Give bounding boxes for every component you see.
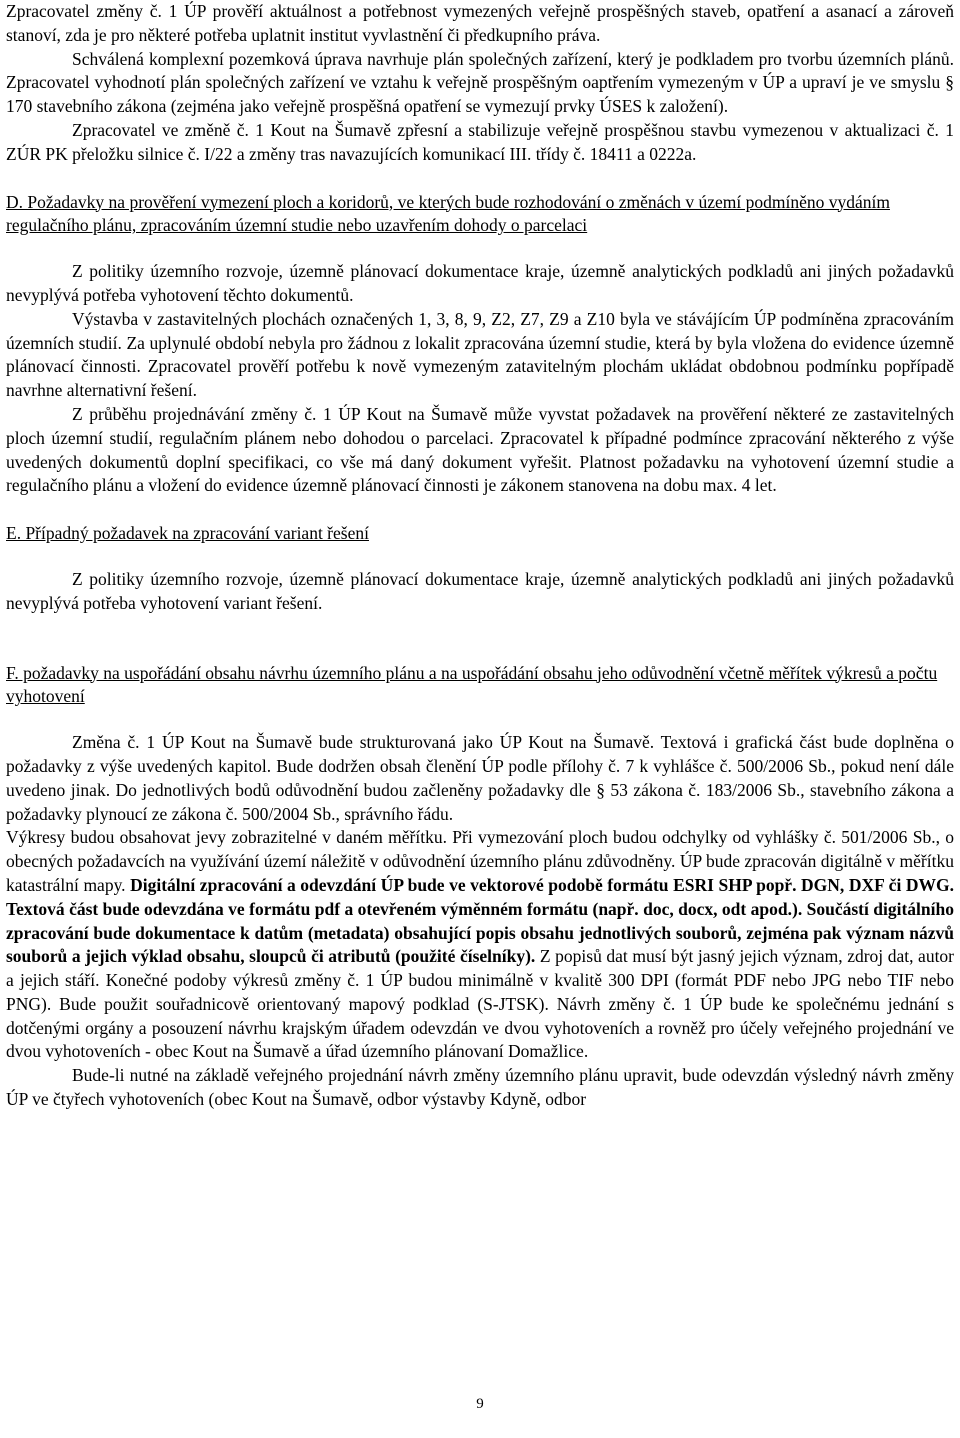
page-number: 9 bbox=[476, 1396, 484, 1412]
paragraph-f-structure: Změna č. 1 ÚP Kout na Šumavě bude strukturovaná jako ÚP Kout na Šumavě. Textová i grafická část bude doplněna o požadavky z výše uvedených kapitol. Bude dodržen obsah členění ÚP podle přílohy č. 7 k vyhlášce č. 500/2006 Sb., pokud není dále uvedeno jinak. Do jednotlivých bodů odůvodnění budou začleněny požadavky dle § 53 zákona č. 183/2006 Sb., stavebního zákona a požadavky plynoucí ze zákona č. 500/2004 Sb., správního řádu. bbox=[6, 732, 954, 824]
spacer bbox=[6, 616, 954, 662]
spacer bbox=[6, 498, 954, 522]
paragraph-f-drawings bbox=[6, 826, 954, 1064]
spacer bbox=[6, 709, 954, 731]
paragraph-e-variants: Z politiky územního rozvoje, územně plánovací dokumentace kraje, územně analytických podkladů ani jiných požadavků nevyplývá potřeba vyhotovení variant řešení. bbox=[6, 568, 954, 613]
spacer bbox=[6, 546, 954, 568]
section-f-heading: F. požadavky na uspořádání obsahu návrhu územního plánu a na uspořádání obsahu jeho odůvodnění včetně měřítek výkresů a počtu vyhotovení bbox=[6, 662, 938, 707]
section-e-heading: E. Případný požadavek na zpracování variant řešení bbox=[6, 523, 369, 544]
paragraph-d-negotiation: Z průběhu projednávání změny č. 1 ÚP Kout na Šumavě může vyvstat požadavek na prověření některé ze zastavitelných ploch územní studií, regulačním plánem nebo dohodou o parcelaci. Zpracovatel k případné podmínce zpracování některého z výše uvedených dokumentů doplní specifikaci, co vše má daný dokument vyřešit. Platnost požadavku na vyhotovení územní studie a regulačního plánu a vložení do evidence územně plánovací činnosti je zákonem stanovena na dobu max. 4 let. bbox=[6, 403, 954, 496]
spacer bbox=[6, 238, 954, 260]
document-page bbox=[6, 0, 954, 1112]
paragraph-road-relocation: Zpracovatel ve změně č. 1 Kout na Šumavě zpřesní a stabilizuje veřejně prospěšnou stavbu vymezenou v aktualizaci č. 1 ZÚR PK přeložku silnice č. I/22 a změny tras navazujících komunikací III. třídy č. 18411 a 0222a. bbox=[6, 119, 954, 164]
paragraph-f-drawings-bold: Digitální zpracování a odevzdání ÚP bude ve vektorové podobě formátu ESRI SHP popř. DGN, DXF či DWG. Textová část bude odevzdána ve formátu pdf a otevřeném výměnném formátu (např. doc, docx, odt apod.). Součástí digitálního zpracování bude dokumentace k datům (metadata) obsahující popis obsahu jednotlivých souborů, zejména pak význam názvů souborů a jejich výklad obsahu, sloupců či atributů (použité číselníky). bbox=[6, 874, 954, 967]
paragraph-d-no-need: Z politiky územního rozvoje, územně plánovací dokumentace kraje, územně analytických podkladů ani jiných požadavků nevyplývá potřeba vyhotovení těchto dokumentů. bbox=[6, 261, 954, 305]
paragraph-land-consolidation: Schválená komplexní pozemková úprava navrhuje plán společných zařízení, který je podkladem pro tvorbu územních plánů. Zpracovatel vyhodnotí plán společných zařízení ve vztahu k veřejně prospěšným oaptřením vymezeným v ÚP a upraví je ve smyslu § 170 stavebního zákona (zejména jako veřejně prospěšná opatření se vymezují prvky ÚSES k založení). bbox=[6, 48, 954, 117]
paragraph-d-studies: Výstavba v zastavitelných plochách označených 1, 3, 8, 9, Z2, Z7, Z9 a Z10 byla ve stávájícím ÚP podmíněna zpracováním územních studií. Za uplynulé období nebyla pro žádnou z lokalit zpracována územní studie, která by byla vložena do evidence územně plánovací činnosti. Zpracovatel prověří potřebu k nově vymezeným zatavitelným plochám ukládat obdobnou podmínku popřípadě navrhne alternativní řešení. bbox=[6, 308, 954, 401]
paragraph-f-final-copies: Bude-li nutné na základě veřejného projednání návrh změny územního plánu upravit, bude odevzdán výsledný návrh změny ÚP ve čtyřech vyhotoveních (obec Kout na Šumavě, odbor výstavby Kdyně, odbor bbox=[6, 1065, 954, 1110]
spacer bbox=[6, 167, 954, 191]
paragraph-f-drawings-plain-2: Z popisů dat musí být jasný jejich význam, zdroj dat, autor a jejich stáří. Konečné podoby výkresů změny č. 1 ÚP budou minimálně v kvalitě 300 DPI (formát PDF nebo JPG nebo TIF nebo PNG). Bude použit souřadnicově orientovaný mapový podklad (S-JTSK). Návrh změny č. 1 ÚP bude ke společnému jednání s dotčenými orgány a posouzení návrhu krajským úřadem odevzdán ve dvou vyhotoveních a rovněž pro účely veřejného projednání ve dvou vyhotoveních - obec Kout na Šumavě a úřad územního plánovaní Domažlice. bbox=[6, 946, 955, 1062]
section-d-heading: D. Požadavky na prověření vymezení ploch a koridorů, ve kterých bude rozhodování o změnách v území podmíněno vydáním regulačního plánu, zpracováním územní studie nebo uzavřením dohody o parcelaci bbox=[6, 191, 890, 236]
paragraph-vps-review: Zpracovatel změny č. 1 ÚP prověří aktuálnost a potřebnost vymezených veřejně prospěšných staveb, opatření a asanací a zároveň stanoví, zda je pro některé potřeba uplatnit institut vyvlastnění či předkupního práva. bbox=[6, 1, 954, 45]
paragraph-f-drawings-plain-1: Výkresy budou obsahovat jevy zobrazitelné v daném měřítku. Při vymezování ploch budou odchylky od vyhlášky č. 501/2006 Sb., o obecných požadavcích na využívání území náležitě v odůvodnění územního plánu zdůvodněny. ÚP bude zpracován digitálně v měřítku katastrální mapy. bbox=[6, 827, 954, 895]
